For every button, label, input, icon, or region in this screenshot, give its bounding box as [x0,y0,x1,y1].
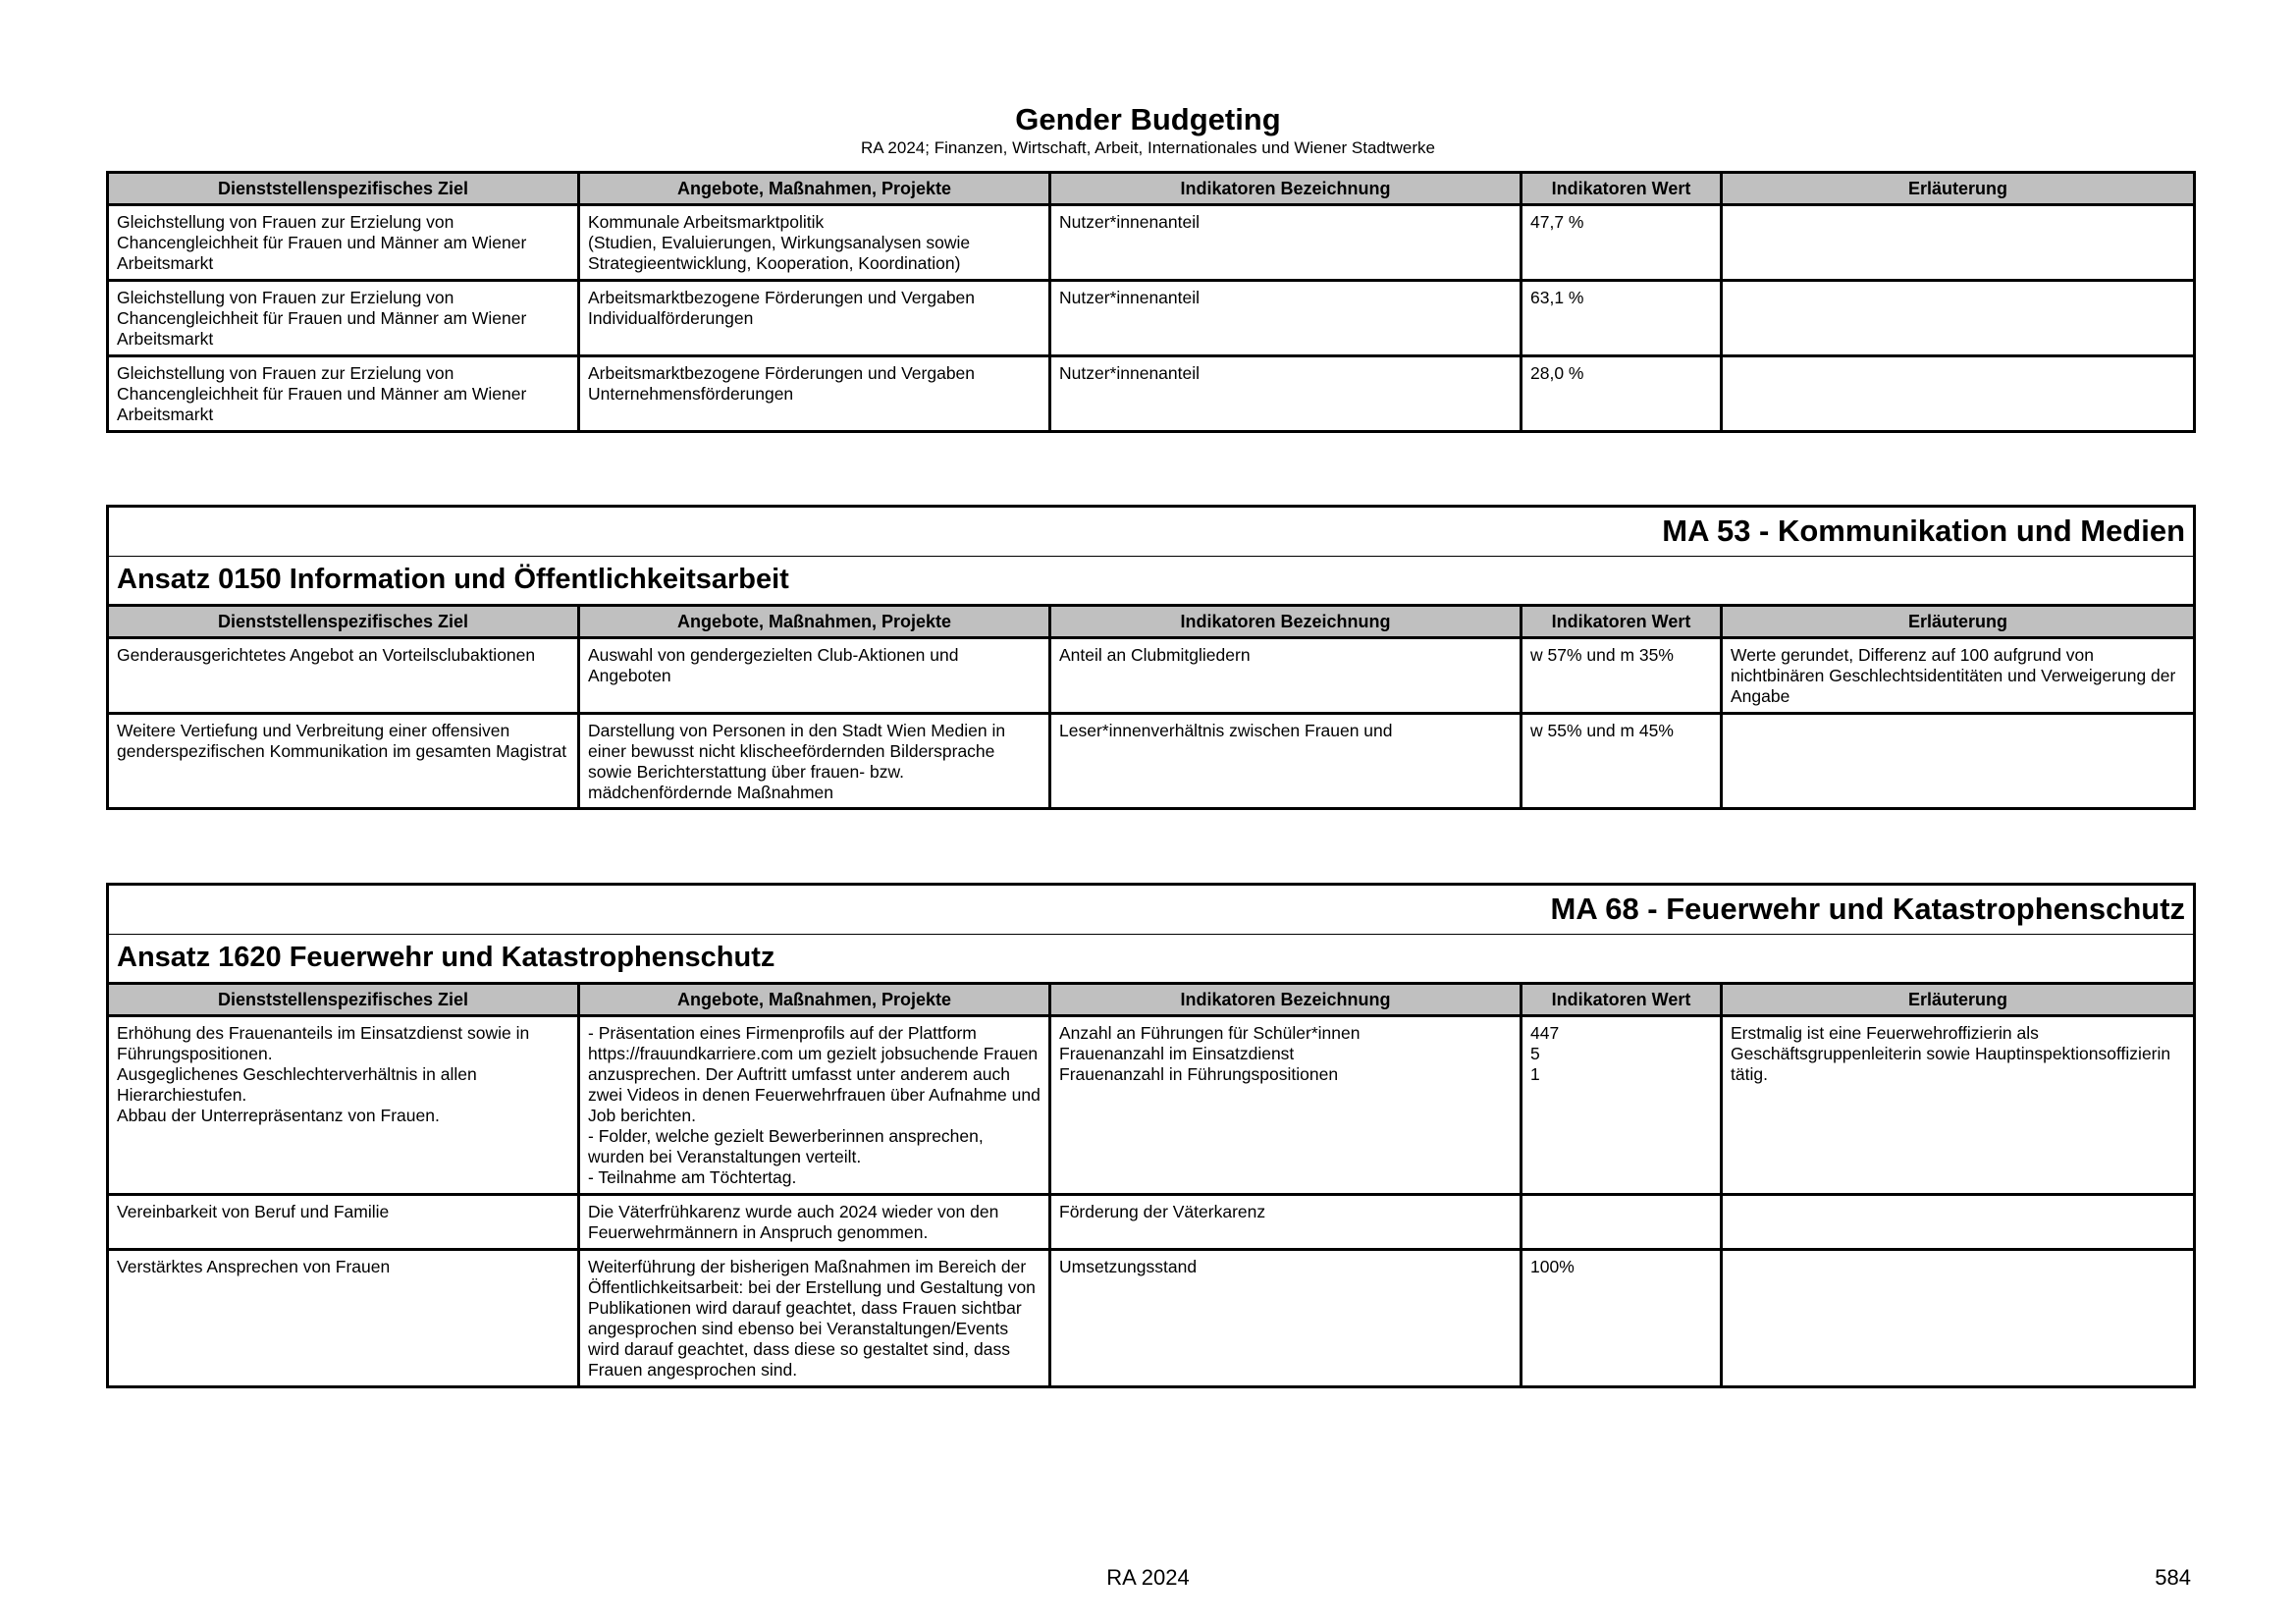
column-header-indikator: Indikatoren Bezeichnung [1050,606,1522,638]
cell-massnahmen: Arbeitsmarktbezogene Förderungen und Vergaben Unternehmensförderungen [579,356,1050,432]
cell-indikator: Leser*innenverhältnis zwischen Frauen und [1050,714,1522,809]
cell-massnahmen: Kommunale Arbeitsmarktpolitik (Studien, Evaluierungen, Wirkungsanalysen sowie Strategieentwicklung, Kooperation, Koordination) [579,205,1050,281]
gender-budgeting-table-1 [106,171,2196,433]
cell-ziel: Weitere Vertiefung und Verbreitung einer offensiven genderspezifischen Kommunikation im gesamten Magistrat [108,714,579,809]
cell-erlaeuterung [1722,356,2195,432]
cell-indikator: Nutzer*innenanteil [1050,356,1522,432]
table-row [108,1250,2195,1387]
cell-erlaeuterung: Werte gerundet, Differenz auf 100 aufgrund von nichtbinären Geschlechtsidentitäten und Verweigerung der Angabe [1722,638,2195,714]
cell-ziel: Gleichstellung von Frauen zur Erzielung von Chancengleichheit für Frauen und Männer am Wiener Arbeitsmarkt [108,205,579,281]
cell-wert: w 57% und m 35% [1522,638,1722,714]
cell-ziel: Erhöhung des Frauenanteils im Einsatzdienst sowie in Führungspositionen. Ausgeglichenes Geschlechterverhältnis in allen Hierarchiestufen. Abbau der Unterrepräsentanz von Frauen. [108,1016,579,1195]
column-header-erlaeuterung: Erläuterung [1722,984,2195,1016]
cell-indikator: Nutzer*innenanteil [1050,281,1522,356]
cell-indikator: Anteil an Clubmitgliedern [1050,638,1522,714]
table-row [108,714,2195,809]
cell-ziel: Gleichstellung von Frauen zur Erzielung von Chancengleichheit für Frauen und Männer am Wiener Arbeitsmarkt [108,356,579,432]
ansatz-row [108,935,2195,984]
cell-wert: 28,0 % [1522,356,1722,432]
column-header-erlaeuterung: Erläuterung [1722,606,2195,638]
cell-erlaeuterung [1722,714,2195,809]
cell-massnahmen: Arbeitsmarktbezogene Förderungen und Vergaben Individualförderungen [579,281,1050,356]
table-row [108,205,2195,281]
cell-massnahmen: Die Väterfrühkarenz wurde auch 2024 wieder von den Feuerwehrmännern in Anspruch genommen. [579,1195,1050,1250]
cell-wert [1522,1195,1722,1250]
table-header-row [108,984,2195,1016]
page-number: 584 [2155,1565,2191,1590]
table-header-row [108,606,2195,638]
column-header-wert: Indikatoren Wert [1522,606,1722,638]
cell-indikator: Umsetzungsstand [1050,1250,1522,1387]
page-subtitle: RA 2024; Finanzen, Wirtschaft, Arbeit, Internationales und Wiener Stadtwerke [861,138,1435,157]
cell-ziel: Gleichstellung von Frauen zur Erzielung von Chancengleichheit für Frauen und Männer am Wiener Arbeitsmarkt [108,281,579,356]
department-title: MA 53 - Kommunikation und Medien [108,507,2195,557]
department-row [108,885,2195,935]
cell-erlaeuterung [1722,1195,2195,1250]
column-header-indikator: Indikatoren Bezeichnung [1050,173,1522,205]
ansatz-row [108,557,2195,606]
cell-indikator: Nutzer*innenanteil [1050,205,1522,281]
cell-erlaeuterung: Erstmalig ist eine Feuerwehroffizierin als Geschäftsgruppenleiterin sowie Hauptinspektionsoffizierin tätig. [1722,1016,2195,1195]
cell-indikator: Förderung der Väterkarenz [1050,1195,1522,1250]
column-header-ziel: Dienststellenspezifisches Ziel [108,606,579,638]
cell-ziel: Verstärktes Ansprechen von Frauen [108,1250,579,1387]
cell-erlaeuterung [1722,281,2195,356]
table-row [108,281,2195,356]
column-header-indikator: Indikatoren Bezeichnung [1050,984,1522,1016]
column-header-massnahmen: Angebote, Maßnahmen, Projekte [579,606,1050,638]
cell-wert: 63,1 % [1522,281,1722,356]
gender-budgeting-table-ma68 [106,883,2196,1388]
cell-wert: 47,7 % [1522,205,1722,281]
column-header-wert: Indikatoren Wert [1522,984,1722,1016]
column-header-massnahmen: Angebote, Maßnahmen, Projekte [579,984,1050,1016]
column-header-erlaeuterung: Erläuterung [1722,173,2195,205]
table-header-row [108,173,2195,205]
page-title: Gender Budgeting [1015,102,1281,136]
cell-wert: w 55% und m 45% [1522,714,1722,809]
cell-massnahmen: Auswahl von gendergezielten Club-Aktionen und Angeboten [579,638,1050,714]
gender-budgeting-table-ma53 [106,505,2196,810]
column-header-massnahmen: Angebote, Maßnahmen, Projekte [579,173,1050,205]
cell-wert: 447 5 1 [1522,1016,1722,1195]
cell-massnahmen: Darstellung von Personen in den Stadt Wien Medien in einer bewusst nicht klischeefördernden Bildersprache sowie Berichterstattung über frauen- bzw. mädchenfördernde Maßnahmen [579,714,1050,809]
cell-erlaeuterung [1722,205,2195,281]
cell-massnahmen: Weiterführung der bisherigen Maßnahmen im Bereich der Öffentlichkeitsarbeit: bei der Erstellung und Gestaltung von Publikationen wird darauf geachtet, dass Frauen sichtbar angesprochen sind ebenso bei Veranstaltungen/Events wird darauf geachtet, dass diese so gestaltet sind, dass Frauen angesprochen sind. [579,1250,1050,1387]
footer-report-label: RA 2024 [1106,1565,1190,1590]
ansatz-title: Ansatz 0150 Information und Öffentlichkeitsarbeit [108,557,2195,606]
department-row [108,507,2195,557]
table-row [108,1016,2195,1195]
ansatz-title: Ansatz 1620 Feuerwehr und Katastrophenschutz [108,935,2195,984]
cell-ziel: Genderausgerichtetes Angebot an Vorteilsclubaktionen [108,638,579,714]
table-row [108,356,2195,432]
table-row [108,1195,2195,1250]
department-title: MA 68 - Feuerwehr und Katastrophenschutz [108,885,2195,935]
column-header-ziel: Dienststellenspezifisches Ziel [108,984,579,1016]
column-header-wert: Indikatoren Wert [1522,173,1722,205]
cell-erlaeuterung [1722,1250,2195,1387]
cell-indikator: Anzahl an Führungen für Schüler*innen Frauenanzahl im Einsatzdienst Frauenanzahl in Führungspositionen [1050,1016,1522,1195]
cell-massnahmen: - Präsentation eines Firmenprofils auf der Plattform https://frauundkarriere.com um gezielt jobsuchende Frauen anzusprechen. Der Auftritt umfasst unter anderem auch zwei Videos in denen Feuerwehrfrauen über Aufnahme und Job berichten. - Folder, welche gezielt Bewerberinnen ansprechen, wurden bei Veranstaltungen verteilt. - Teilnahme am Töchtertag. [579,1016,1050,1195]
cell-wert: 100% [1522,1250,1722,1387]
column-header-ziel: Dienststellenspezifisches Ziel [108,173,579,205]
cell-ziel: Vereinbarkeit von Beruf und Familie [108,1195,579,1250]
table-row [108,638,2195,714]
